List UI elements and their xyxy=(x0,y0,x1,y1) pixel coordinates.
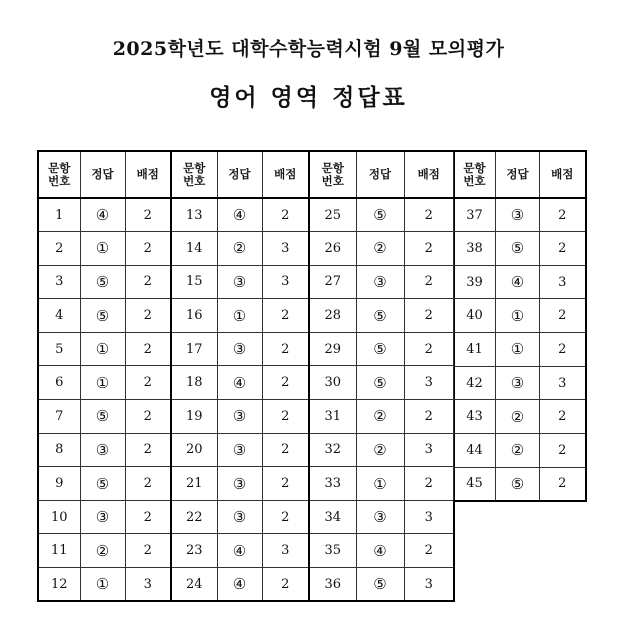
question-number-cell: 28 xyxy=(309,299,356,333)
question-number-cell: 38 xyxy=(454,232,496,266)
table-row xyxy=(38,568,454,602)
answer-cell: ⑤ xyxy=(356,568,404,602)
points-cell: 3 xyxy=(404,433,454,467)
answer-cell: ② xyxy=(356,433,404,467)
question-number-cell: 39 xyxy=(454,265,496,299)
answer-cell: ③ xyxy=(496,366,540,400)
table-header-row xyxy=(454,151,586,198)
points-cell: 2 xyxy=(262,332,309,366)
question-number-cell: 7 xyxy=(38,400,80,434)
question-number-cell: 25 xyxy=(309,198,356,232)
table-row xyxy=(454,467,586,501)
header-number: 문항 번호 xyxy=(454,151,496,198)
table-row xyxy=(454,299,586,333)
question-number-cell: 19 xyxy=(171,400,217,434)
question-number-cell: 40 xyxy=(454,299,496,333)
points-cell: 2 xyxy=(125,400,171,434)
question-number-cell: 13 xyxy=(171,198,217,232)
points-cell: 2 xyxy=(404,265,454,299)
points-cell: 2 xyxy=(125,500,171,534)
table-header-row xyxy=(38,151,454,198)
question-number-cell: 30 xyxy=(309,366,356,400)
question-number-cell: 18 xyxy=(171,366,217,400)
question-number-cell: 27 xyxy=(309,265,356,299)
question-number-cell: 9 xyxy=(38,467,80,501)
points-cell: 2 xyxy=(125,265,171,299)
points-cell: 2 xyxy=(404,232,454,266)
points-cell: 2 xyxy=(540,467,586,501)
header-number: 문항 번호 xyxy=(309,151,356,198)
table-row xyxy=(38,366,454,400)
question-number-cell: 11 xyxy=(38,534,80,568)
answer-cell: ③ xyxy=(217,265,262,299)
answer-cell: ② xyxy=(356,232,404,266)
answer-cell: ⑤ xyxy=(496,467,540,501)
points-cell: 3 xyxy=(262,232,309,266)
answer-cell: ⑤ xyxy=(80,467,125,501)
question-number-cell: 8 xyxy=(38,433,80,467)
answer-cell: ⑤ xyxy=(356,299,404,333)
answer-cell: ⑤ xyxy=(80,400,125,434)
answer-cell: ③ xyxy=(217,500,262,534)
points-cell: 2 xyxy=(404,299,454,333)
table-row xyxy=(454,232,586,266)
question-number-cell: 2 xyxy=(38,232,80,266)
answer-cell: ③ xyxy=(356,265,404,299)
points-cell: 3 xyxy=(262,265,309,299)
header-points: 배점 xyxy=(262,151,309,198)
answer-cell: ⑤ xyxy=(496,232,540,266)
header-answer: 정답 xyxy=(80,151,125,198)
question-number-cell: 33 xyxy=(309,467,356,501)
question-number-cell: 35 xyxy=(309,534,356,568)
table-row xyxy=(38,534,454,568)
points-cell: 2 xyxy=(262,198,309,232)
points-cell: 2 xyxy=(262,299,309,333)
points-cell: 2 xyxy=(540,232,586,266)
table-row xyxy=(38,232,454,266)
points-cell: 3 xyxy=(540,366,586,400)
question-number-cell: 6 xyxy=(38,366,80,400)
answer-cell: ⑤ xyxy=(80,265,125,299)
points-cell: 2 xyxy=(404,467,454,501)
page-title: 2025학년도 대학수학능력시험 9월 모의평가 xyxy=(112,38,505,60)
table-row xyxy=(38,433,454,467)
header-number: 문항 번호 xyxy=(38,151,80,198)
header-answer: 정답 xyxy=(217,151,262,198)
points-cell: 2 xyxy=(125,332,171,366)
answer-cell: ⑤ xyxy=(356,198,404,232)
points-cell: 2 xyxy=(262,500,309,534)
answer-cell: ③ xyxy=(217,467,262,501)
table-row xyxy=(38,500,454,534)
points-cell: 2 xyxy=(540,333,586,367)
question-number-cell: 23 xyxy=(171,534,217,568)
question-number-cell: 3 xyxy=(38,265,80,299)
points-cell: 2 xyxy=(540,198,586,232)
points-cell: 2 xyxy=(404,400,454,434)
points-cell: 2 xyxy=(262,467,309,501)
question-number-cell: 43 xyxy=(454,400,496,434)
header-number: 문항 번호 xyxy=(171,151,217,198)
answer-cell: ⑤ xyxy=(80,299,125,333)
answer-cell: ① xyxy=(80,568,125,602)
points-cell: 2 xyxy=(125,366,171,400)
answer-cell: ③ xyxy=(356,500,404,534)
table-row xyxy=(454,366,586,400)
question-number-cell: 21 xyxy=(171,467,217,501)
question-number-cell: 26 xyxy=(309,232,356,266)
points-cell: 3 xyxy=(404,568,454,602)
question-number-cell: 36 xyxy=(309,568,356,602)
question-number-cell: 34 xyxy=(309,500,356,534)
question-number-cell: 22 xyxy=(171,500,217,534)
question-number-cell: 37 xyxy=(454,198,496,232)
answer-cell: ③ xyxy=(217,332,262,366)
points-cell: 3 xyxy=(404,500,454,534)
question-number-cell: 29 xyxy=(309,332,356,366)
answer-table-main xyxy=(37,150,455,602)
header-points: 배점 xyxy=(125,151,171,198)
answer-cell: ① xyxy=(217,299,262,333)
points-cell: 2 xyxy=(404,332,454,366)
points-cell: 2 xyxy=(262,366,309,400)
question-number-cell: 15 xyxy=(171,265,217,299)
points-cell: 2 xyxy=(262,568,309,602)
points-cell: 2 xyxy=(262,433,309,467)
points-cell: 3 xyxy=(404,366,454,400)
points-cell: 3 xyxy=(262,534,309,568)
answer-cell: ① xyxy=(80,366,125,400)
points-cell: 2 xyxy=(125,232,171,266)
answer-table-side xyxy=(453,150,587,502)
answer-cell: ④ xyxy=(217,366,262,400)
answer-cell: ③ xyxy=(80,433,125,467)
points-cell: 3 xyxy=(540,265,586,299)
table-row xyxy=(454,434,586,468)
answer-cell: ③ xyxy=(217,400,262,434)
header-answer: 정답 xyxy=(356,151,404,198)
answer-cell: ③ xyxy=(496,198,540,232)
question-number-cell: 12 xyxy=(38,568,80,602)
answer-cell: ② xyxy=(80,534,125,568)
points-cell: 2 xyxy=(125,467,171,501)
question-number-cell: 4 xyxy=(38,299,80,333)
answer-cell: ④ xyxy=(217,568,262,602)
answer-cell: ② xyxy=(496,434,540,468)
points-cell: 3 xyxy=(125,568,171,602)
table-row xyxy=(454,400,586,434)
answer-cell: ④ xyxy=(496,265,540,299)
table-row xyxy=(454,333,586,367)
answer-cell: ① xyxy=(496,333,540,367)
answer-cell: ③ xyxy=(217,433,262,467)
points-cell: 2 xyxy=(125,198,171,232)
points-cell: 2 xyxy=(540,434,586,468)
answer-cell: ③ xyxy=(80,500,125,534)
table-row xyxy=(454,265,586,299)
header-points: 배점 xyxy=(404,151,454,198)
points-cell: 2 xyxy=(262,400,309,434)
answer-cell: ④ xyxy=(356,534,404,568)
question-number-cell: 31 xyxy=(309,400,356,434)
answer-cell: ① xyxy=(80,332,125,366)
table-row xyxy=(38,467,454,501)
answer-cell: ⑤ xyxy=(356,332,404,366)
question-number-cell: 1 xyxy=(38,198,80,232)
answer-cell: ② xyxy=(217,232,262,266)
answer-cell: ④ xyxy=(217,534,262,568)
table-row xyxy=(38,400,454,434)
table-row xyxy=(454,198,586,232)
answer-cell: ② xyxy=(356,400,404,434)
answer-cell: ① xyxy=(80,232,125,266)
answer-cell: ② xyxy=(496,400,540,434)
page-subtitle: 영어 영역 정답표 xyxy=(209,84,408,111)
table-row xyxy=(38,299,454,333)
table-row xyxy=(38,265,454,299)
question-number-cell: 17 xyxy=(171,332,217,366)
points-cell: 2 xyxy=(125,299,171,333)
points-cell: 2 xyxy=(540,299,586,333)
answer-cell: ① xyxy=(496,299,540,333)
points-cell: 2 xyxy=(125,534,171,568)
table-row xyxy=(38,332,454,366)
question-number-cell: 42 xyxy=(454,366,496,400)
question-number-cell: 20 xyxy=(171,433,217,467)
header-points: 배점 xyxy=(540,151,586,198)
question-number-cell: 32 xyxy=(309,433,356,467)
question-number-cell: 41 xyxy=(454,333,496,367)
question-number-cell: 44 xyxy=(454,434,496,468)
points-cell: 2 xyxy=(404,198,454,232)
table-row xyxy=(38,198,454,232)
answer-cell: ④ xyxy=(217,198,262,232)
answer-cell: ④ xyxy=(80,198,125,232)
question-number-cell: 24 xyxy=(171,568,217,602)
question-number-cell: 5 xyxy=(38,332,80,366)
question-number-cell: 14 xyxy=(171,232,217,266)
answer-cell: ① xyxy=(356,467,404,501)
header-answer: 정답 xyxy=(496,151,540,198)
question-number-cell: 16 xyxy=(171,299,217,333)
points-cell: 2 xyxy=(404,534,454,568)
question-number-cell: 10 xyxy=(38,500,80,534)
points-cell: 2 xyxy=(540,400,586,434)
points-cell: 2 xyxy=(125,433,171,467)
question-number-cell: 45 xyxy=(454,467,496,501)
answer-cell: ⑤ xyxy=(356,366,404,400)
